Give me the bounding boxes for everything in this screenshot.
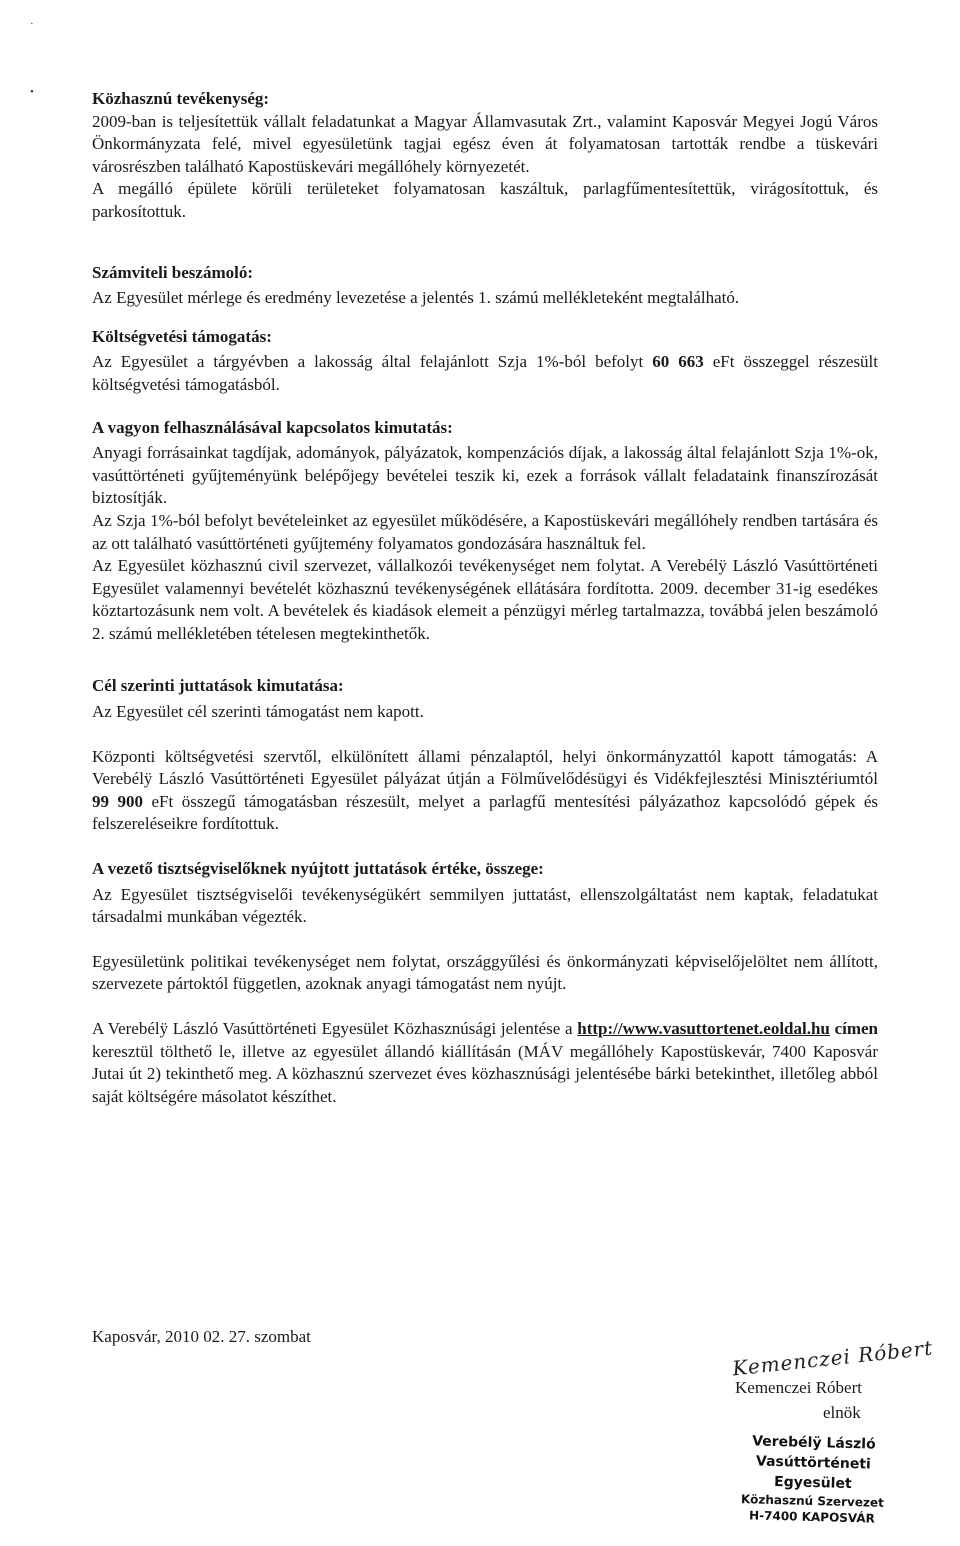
section-title-szamviteli: Számviteli beszámoló: bbox=[92, 262, 253, 282]
paragraph-vezeto: Az Egyesület tisztségviselői tevékenységükért semmilyen juttatást, ellenszolgáltatást nem kaptak, feladatukat társadalmi munkában végezték. bbox=[92, 884, 878, 927]
text-part: eFt összegű támogatásban részesült, melyet a parlagfű mentesítési pályázathoz kapcsolódó gépek és felszereléseikre fordítottuk. bbox=[92, 791, 878, 834]
stamp-line-1: Verebélÿ László bbox=[751, 1433, 876, 1453]
paragraph-vagyon-2: Az Szja 1%-ból befolyt bevételeinket az egyesület működésére, a Kapostüskevári megállóhely rendben tartására és az ott található vasúttörténeti gyűjtemény folyamatos gondozására használtuk fel. bbox=[92, 510, 878, 553]
handwritten-signature: Kemenczei Róbert bbox=[731, 1335, 935, 1381]
stamp-line-3: Közhasznú Szervezet bbox=[740, 1492, 885, 1510]
stamp-line-2: Vasúttörténeti Egyesület bbox=[755, 1453, 872, 1493]
organization-stamp bbox=[717, 1431, 909, 1528]
text-part: A Verebélÿ László Vasúttörténeti Egyesület Közhasznúsági jelentése a bbox=[92, 1019, 578, 1038]
section-title-cel-szerinti: Cél szerinti juttatások kimutatása: bbox=[92, 676, 344, 696]
text-part: keresztül tölthető le, illetve az egyesület állandó kiállításán (MÁV megállóhely Kapostüskevár, 7400 Kaposvár Jutai út 2) tekinthető meg. A közhasznú szervezet éves közhasznúsági jelentésébe bárki betekinthet, illetőleg abból saját költségére másolatot készíthet. bbox=[92, 1041, 878, 1106]
text-part: címen bbox=[829, 1019, 878, 1038]
section-title-kozhasznu: Közhasznú tevékenység: bbox=[92, 89, 270, 108]
paragraph-szamviteli: Az Egyesület mérlege és eredmény levezetése a jelentés 1. számú mellékleteként megtalálható. bbox=[92, 288, 740, 308]
scan-mark-second: • bbox=[30, 86, 34, 98]
paragraph-kozhasznu-2: A megálló épülete körüli területeket folyamatosan kaszáltuk, parlagfűmentesítettük, virágosítottuk, és parkosítottuk. bbox=[92, 179, 878, 221]
paragraph-politikai: Egyesületünk politikai tevékenységet nem folytat, országgyűlési és önkormányzati képviselőjelöltet nem állított, szervezete pártoktól független, azoknak anyagi támogatást nem nyújt. bbox=[92, 951, 878, 994]
document-body bbox=[92, 88, 878, 1108]
amount-60663: 60 663 bbox=[652, 352, 704, 372]
signer-role: elnök bbox=[823, 1403, 861, 1422]
section-title-vagyon: A vagyon felhasználásával kapcsolatos kimutatás: bbox=[92, 417, 453, 437]
paragraph-koltsegvetesi bbox=[92, 351, 878, 396]
paragraph-kozhasznu-1: 2009-ban is teljesítettük vállalt feladatunkat a Magyar Államvasutak Zrt., valamint Kaposvár Megyei Jogú Város Önkormányzata felé, mivel egyesületünk tagjai egész éven át folyamatosan tartották rendbe a tüskevári városrészben található Kapostüskevári megállóhely környezetét. bbox=[92, 111, 878, 176]
paragraph-vagyon-1: Anyagi forrásainkat tagdíjak, adományok, pályázatok, kompenzációs díjak, a lakosság által felajánlott Szja 1%-ok, vasúttörténeti gyűjteményünk belépőjegy bevételei teszik ki, ezek a források vállalt feladataink finanszírozását biztosítják. bbox=[92, 443, 878, 508]
section-title-vezeto: A vezető tisztségviselőknek nyújtott juttatások értéke, összege: bbox=[92, 859, 544, 879]
paragraph-cel-szerinti: Az Egyesület cél szerinti támogatást nem kapott. bbox=[92, 702, 424, 722]
stamp-line-4: H-7400 KAPOSVÁR bbox=[748, 1508, 876, 1526]
section-title-koltsegvetesi: Költségvetési támogatás: bbox=[92, 326, 272, 346]
website-link[interactable]: http://www.vasuttortenet.eoldal.hu bbox=[577, 1019, 830, 1038]
signer-name: Kemenczei Róbert bbox=[735, 1378, 862, 1397]
paragraph-vagyon-3: Az Egyesület közhasznú civil szervezet, vállalkozói tevékenységet nem folytat. A Verebélÿ László Vasúttörténeti Egyesület valamennyi bevételét közhasznú tevékenységének ellátására fordította. 2009. december 31-ig esedékes köztartozásunk nem volt. A bevételek és kiadások elemeit a pénzügyi mérleg tartalmazza, továbbá jelen beszámoló 2. számú mellékletében tételesen megtekinthetők. bbox=[92, 556, 878, 643]
paragraph-kozponti-tamogatas bbox=[92, 746, 878, 836]
place-date: Kaposvár, 2010 02. 27. szombat bbox=[92, 1327, 311, 1346]
scan-mark-top: · bbox=[30, 18, 34, 30]
text-part: Az Egyesület a tárgyévben a lakosság által felajánlott Szja 1%-ból befolyt bbox=[92, 352, 653, 372]
paragraph-kozhasznusagi-jelentes bbox=[92, 1018, 878, 1108]
text-part: eFt összeggel részesült költségvetési támogatásból. bbox=[92, 352, 879, 394]
amount-99900: 99 900 bbox=[92, 791, 143, 811]
text-part: Központi költségvetési szervtől, elkülönített állami pénzalaptól, helyi önkormányzattól kapott támogatás: A Verebélÿ László Vasúttörténeti Egyesület pályázat útján a Fölművelődésügyi és Vidékfejlesztési Minisztériumtól bbox=[92, 746, 878, 789]
